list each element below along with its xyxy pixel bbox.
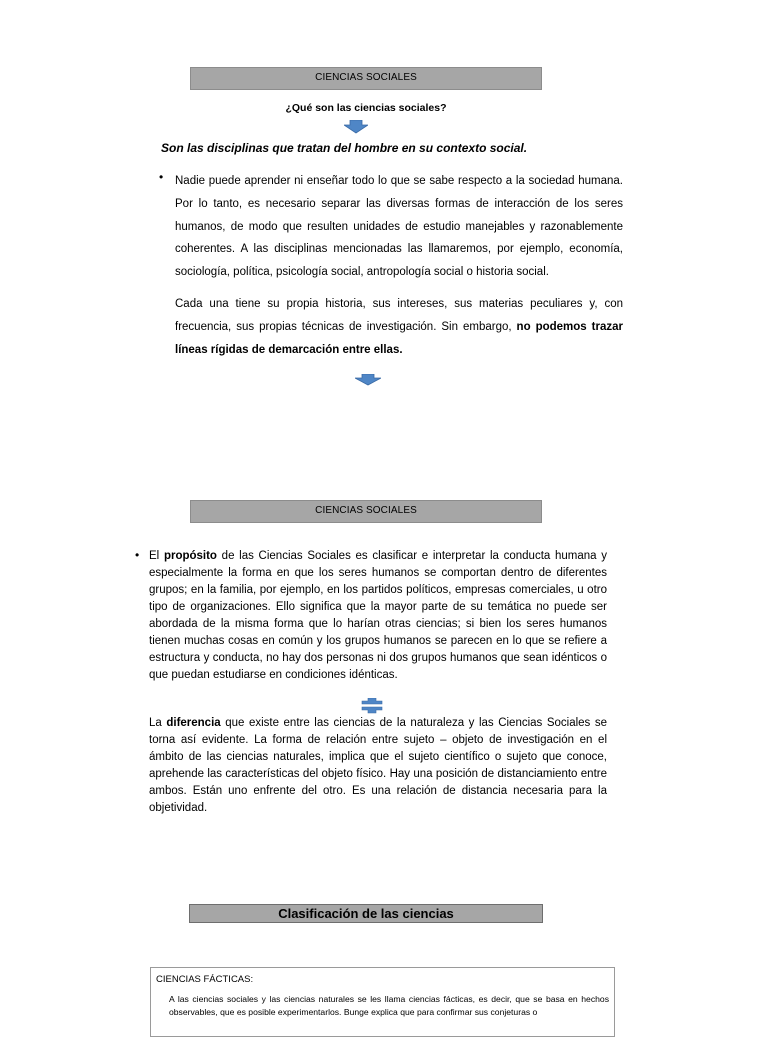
box-title: CIENCIAS FÁCTICAS:	[156, 974, 254, 985]
section-1-bullet-paragraph: Nadie puede aprender ni enseñar todo lo que se sabe respecto a la sociedad humana. Por lo tanto, es necesario separar las diversas formas de interacción de los seres humanos, de modo que resulten unidades de estudio manejables y razonablemente coherentes. A las disciplinas mencionadas las llamaremos, por ejemplo, economía, sociología, política, psicología social, antropología social o historia social.	[175, 175, 623, 279]
section-3-header	[189, 904, 543, 923]
section-1-paragraph	[175, 293, 623, 361]
section-1-bold-2: líneas rígidas de demarcación entre ellas.	[175, 343, 403, 356]
section-1-paragraph-text: Cada una tiene su propia historia, sus intereses, sus materias peculiares y, con frecuencia, sus propias técnicas de investigación. Sin embargo,	[175, 298, 623, 333]
section-3-header-text: Clasificación de las ciencias	[278, 906, 454, 921]
bullet-dot: •	[159, 170, 164, 184]
section-2-bullet-bold: propósito	[163, 550, 217, 562]
section-2-bullet-text: de las Ciencias Sociales es clasificar e interpretar la conducta humana y especialmente la forma en que los seres humanos se comportan dentro de diferentes grupos; en la familia, por ejemplo, en los partidos políticos, empresas comerciales, u otro tipo de organizaciones. Ello significa que la mayor parte de su temática no puede ser abordada de la misma forma que lo harían otras ciencias; si bien los seres humanos tienen muchas cosas en común y los grupos humanos se parecen en lo que se refiere a estructura y conducta, no hay dos personas ni dos grupos humanos que sean idénticos o que puedan estudiarse en condiciones idénticas.	[149, 550, 607, 681]
down-arrow-icon	[355, 374, 381, 386]
section-2-header-text: CIENCIAS SOCIALES	[315, 505, 417, 516]
down-arrow-icon	[344, 120, 368, 134]
section-1-bold-1: no podemos trazar	[516, 320, 623, 333]
section-2-paragraph	[149, 715, 607, 817]
section-2-paragraph-bold: diferencia	[166, 717, 221, 729]
section-2-bullet-prefix: El	[149, 550, 160, 562]
bullet-dot: •	[135, 548, 140, 562]
definition-text: Son las disciplinas que tratan del hombre en su contexto social.	[161, 141, 528, 155]
section-2-header	[190, 500, 542, 523]
question-text: ¿Qué son las ciencias sociales?	[285, 102, 447, 114]
section-1-header	[190, 67, 542, 90]
box-text: A las ciencias sociales y las ciencias naturales se les llama ciencias fácticas, es decir, que se basa en hechos observables, que es posible experimentarlos. Bunge explica que para confirmar sus conjeturas o	[169, 994, 609, 1017]
section-2-paragraph-text: que existe entre las ciencias de la naturaleza y las Ciencias Sociales se torna así evidente. La forma de relación entre sujeto – objeto de investigación en el ámbito de las ciencias naturales, implica que el sujeto científico o sujeto que conoce, aprehende las características del objeto físico. Hay una posición de distanciamiento entre ambos. Están uno enfrente del otro. Es una relación de distancia necesaria para la objetividad.	[149, 717, 607, 814]
section-2-paragraph-prefix: La	[149, 717, 162, 729]
section-1-header-text: CIENCIAS SOCIALES	[315, 72, 417, 83]
ciencias-facticas-box	[150, 967, 615, 1037]
double-arrow-icon	[360, 698, 384, 714]
section-2-bullet-paragraph	[149, 548, 607, 684]
